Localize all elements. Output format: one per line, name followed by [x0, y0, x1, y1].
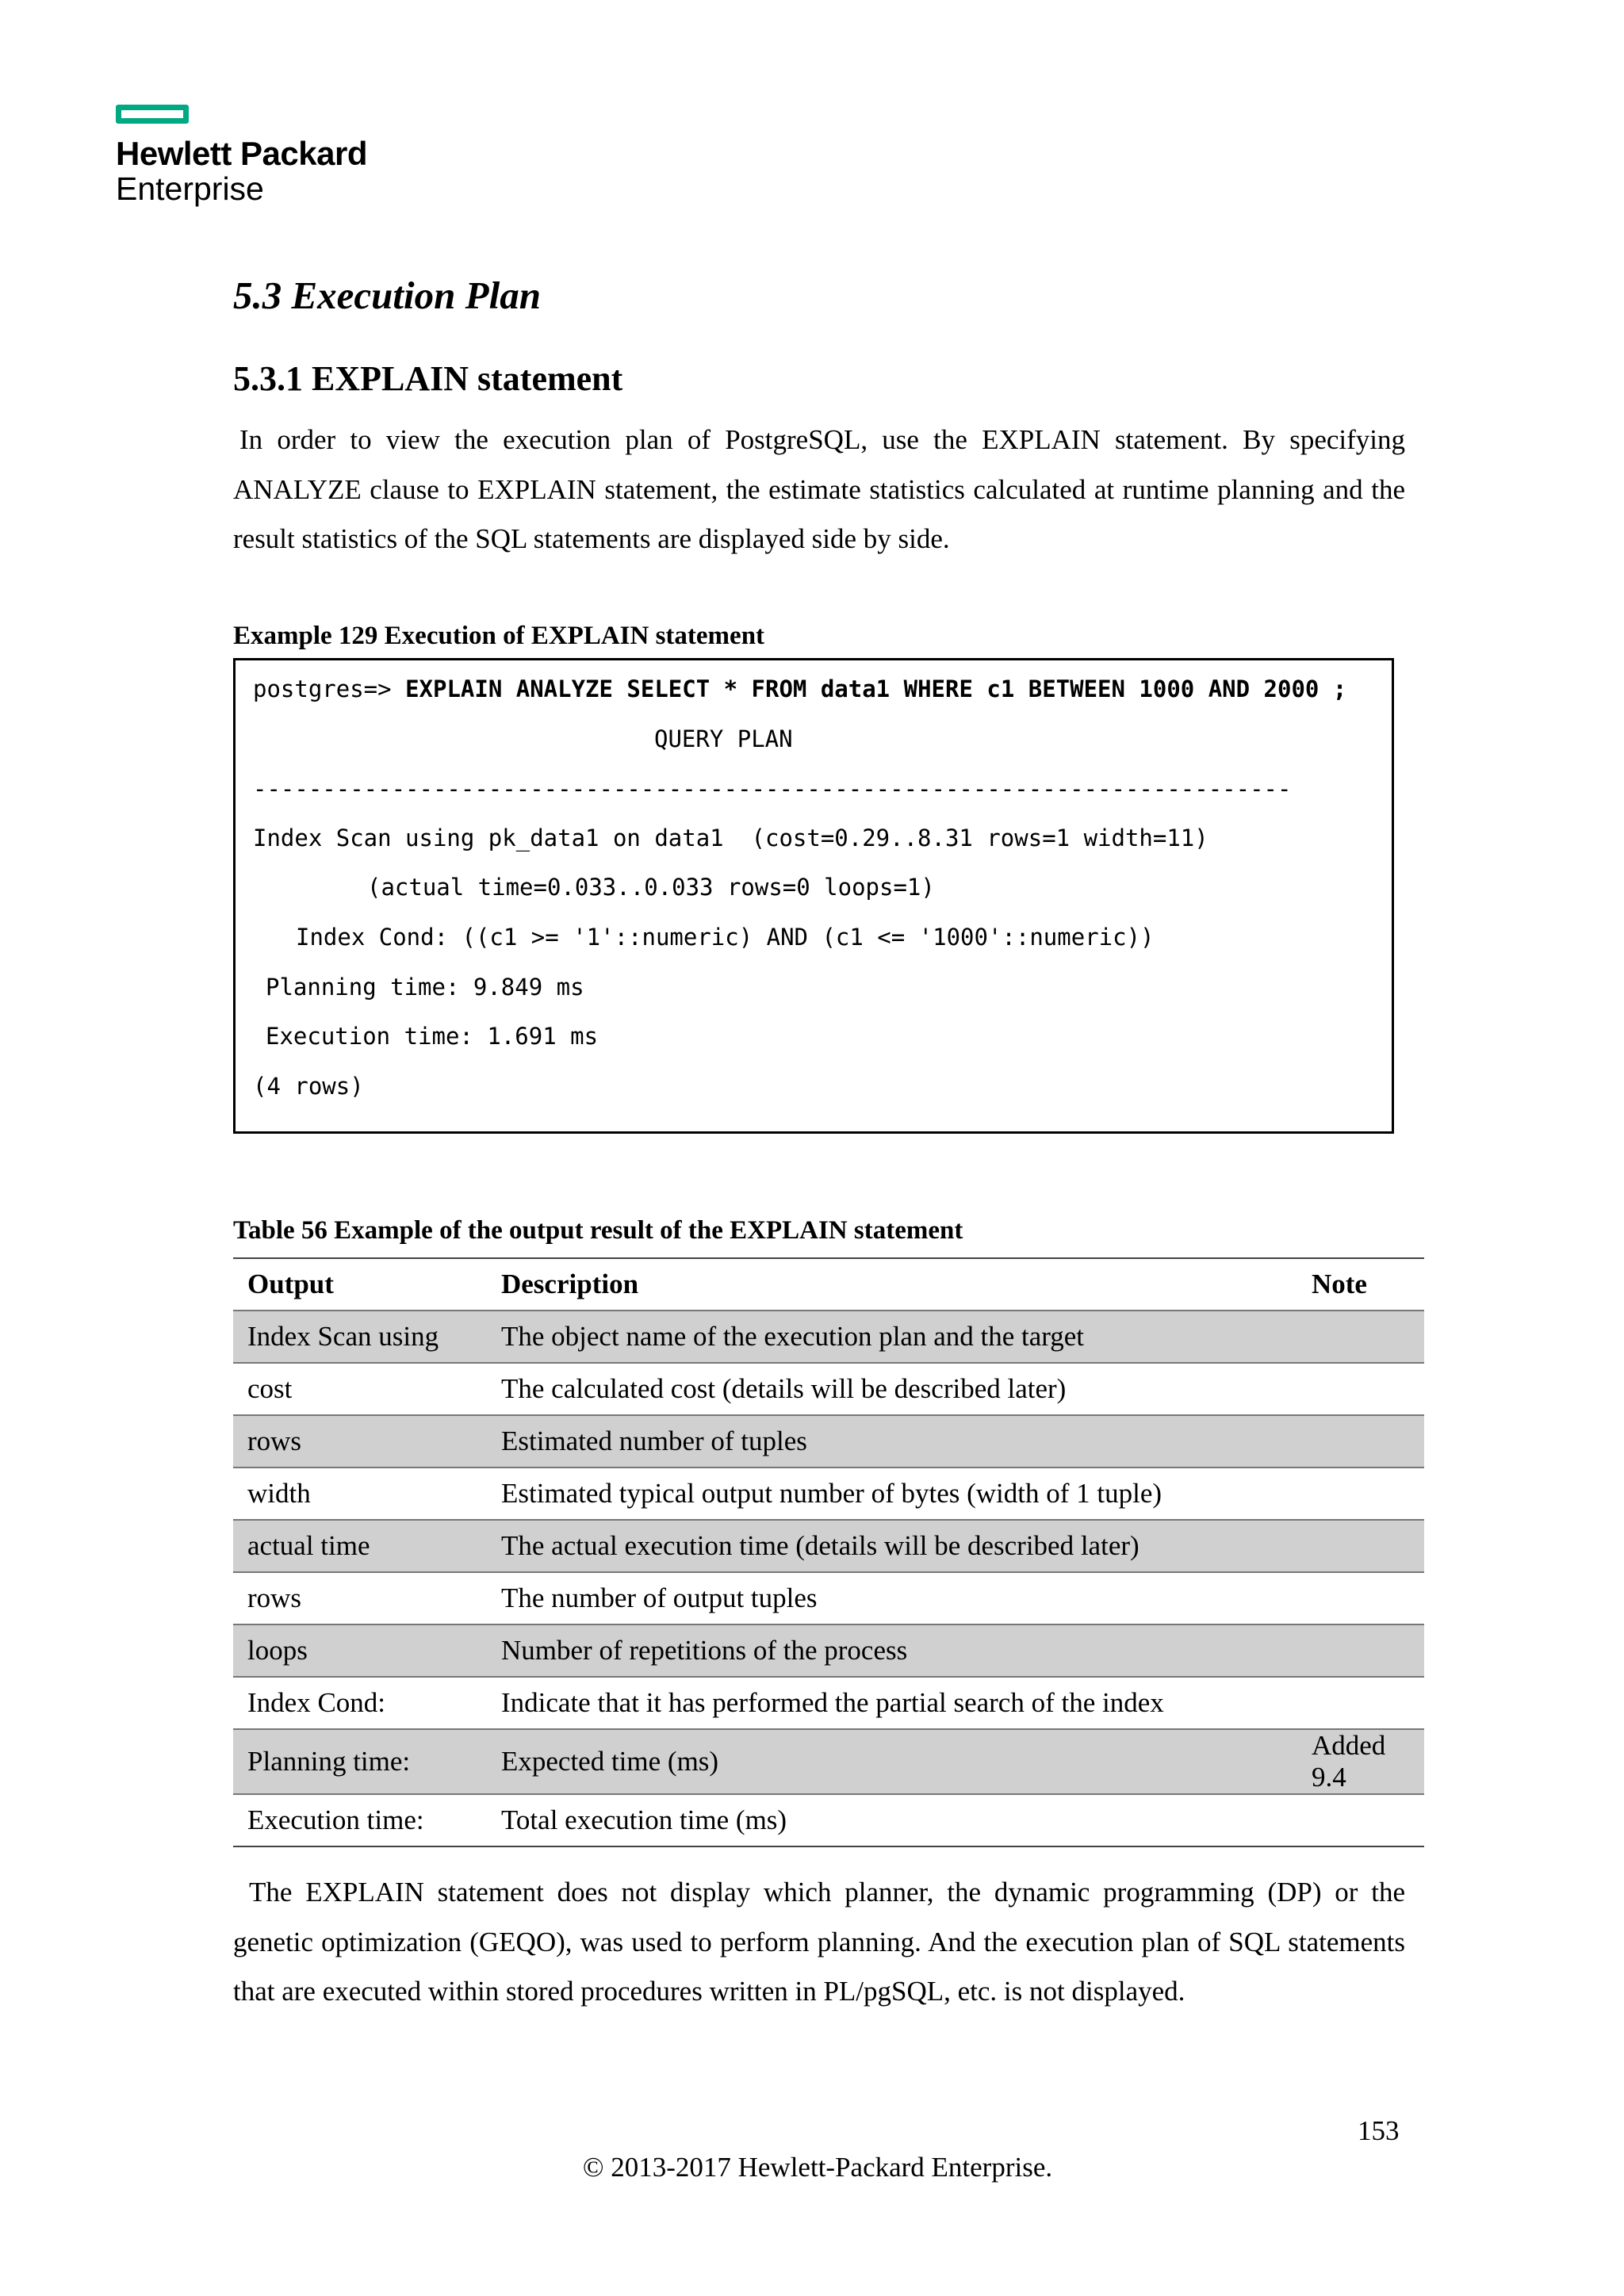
- header-note: Note: [1297, 1258, 1424, 1311]
- table-row: [233, 1468, 1424, 1520]
- code-prompt: postgres=>: [253, 675, 406, 702]
- cell-output: width: [233, 1468, 487, 1520]
- cell-description: Indicate that it has performed the partial search of the index: [487, 1677, 1297, 1729]
- cell-note: [1297, 1468, 1424, 1520]
- cell-note: [1297, 1794, 1424, 1846]
- code-line: Index Scan using pk_data1 on data1 (cost=0.29..8.31 rows=1 width=11): [253, 825, 1208, 851]
- code-block: [233, 658, 1394, 1134]
- code-command: EXPLAIN ANALYZE SELECT * FROM data1 WHERE c1 BETWEEN 1000 AND 2000 ;: [405, 675, 1347, 702]
- explain-output-table: [233, 1257, 1424, 1847]
- company-logo: [116, 105, 367, 206]
- table-row: [233, 1677, 1424, 1729]
- cell-output: Execution time:: [233, 1794, 487, 1846]
- cell-note: [1297, 1363, 1424, 1415]
- cell-description: The object name of the execution plan and the target: [487, 1311, 1297, 1363]
- cell-output: cost: [233, 1363, 487, 1415]
- cell-note: [1297, 1311, 1424, 1363]
- code-separator: ---------------------------------------------------------------------------: [253, 775, 1292, 802]
- cell-description: The number of output tuples: [487, 1572, 1297, 1624]
- cell-description: The actual execution time (details will be described later): [487, 1520, 1297, 1572]
- section-title: 5.3 Execution Plan: [233, 274, 541, 317]
- cell-note: [1297, 1677, 1424, 1729]
- table-caption: Table 56 Example of the output result of the EXPLAIN statement: [233, 1216, 963, 1245]
- table-row: [233, 1794, 1424, 1846]
- cell-output: Planning time:: [233, 1729, 487, 1794]
- table-row: [233, 1363, 1424, 1415]
- table-row: [233, 1311, 1424, 1363]
- copyright-footer: © 2013-2017 Hewlett-Packard Enterprise.: [582, 2152, 1053, 2183]
- subsection-title: 5.3.1 EXPLAIN statement: [233, 359, 623, 398]
- cell-note: Added 9.4: [1297, 1729, 1424, 1794]
- cell-note: [1297, 1520, 1424, 1572]
- table-row: [233, 1572, 1424, 1624]
- page-number: 153: [1358, 2115, 1400, 2146]
- cell-note: [1297, 1572, 1424, 1624]
- table-header-row: [233, 1258, 1424, 1311]
- cell-description: Estimated number of tuples: [487, 1415, 1297, 1468]
- cell-output: loops: [233, 1624, 487, 1677]
- cell-output: Index Scan using: [233, 1311, 487, 1363]
- cell-output: actual time: [233, 1520, 487, 1572]
- code-line: Index Cond: ((c1 >= '1'::numeric) AND (c1 <= '1000'::numeric)): [296, 924, 1155, 951]
- logo-mark-icon: [116, 105, 189, 124]
- logo-text-line1: Hewlett Packard: [116, 135, 367, 172]
- code-line: Planning time: 9.849 ms: [266, 974, 584, 1001]
- example-caption: Example 129 Execution of EXPLAIN statement: [233, 622, 765, 650]
- table-row: [233, 1520, 1424, 1572]
- table-row: [233, 1624, 1424, 1677]
- table-row: [233, 1415, 1424, 1468]
- cell-output: Index Cond:: [233, 1677, 487, 1729]
- code-line: (4 rows): [253, 1073, 364, 1100]
- cell-description: Estimated typical output number of bytes (width of 1 tuple): [487, 1468, 1297, 1520]
- logo-text-line2: Enterprise: [116, 170, 264, 207]
- header-description: Description: [487, 1258, 1297, 1311]
- header-output: Output: [233, 1258, 487, 1311]
- cell-description: Number of repetitions of the process: [487, 1624, 1297, 1677]
- code-line: Execution time: 1.691 ms: [266, 1023, 599, 1050]
- cell-output: rows: [233, 1415, 487, 1468]
- cell-note: [1297, 1415, 1424, 1468]
- cell-description: The calculated cost (details will be described later): [487, 1363, 1297, 1415]
- cell-note: [1297, 1624, 1424, 1677]
- code-line: (actual time=0.033..0.033 rows=0 loops=1): [367, 874, 935, 901]
- cell-description: Total execution time (ms): [487, 1794, 1297, 1846]
- closing-paragraph: The EXPLAIN statement does not display which planner, the dynamic programming (DP) or the genetic optimization (GEQO), was used to perform planning. And the execution plan of SQL statements that are executed within stored procedures written in PL/pgSQL, etc. is not displayed.: [233, 1877, 1405, 2007]
- table-row: [233, 1729, 1424, 1794]
- cell-description: Expected time (ms): [487, 1729, 1297, 1794]
- code-command-line: [253, 673, 1346, 705]
- code-header: QUERY PLAN: [654, 725, 793, 752]
- intro-paragraph: In order to view the execution plan of PostgreSQL, use the EXPLAIN statement. By specifying ANALYZE clause to EXPLAIN statement, the estimate statistics calculated at runtime planning and the result statistics of the SQL statements are displayed side by side.: [233, 424, 1405, 554]
- cell-output: rows: [233, 1572, 487, 1624]
